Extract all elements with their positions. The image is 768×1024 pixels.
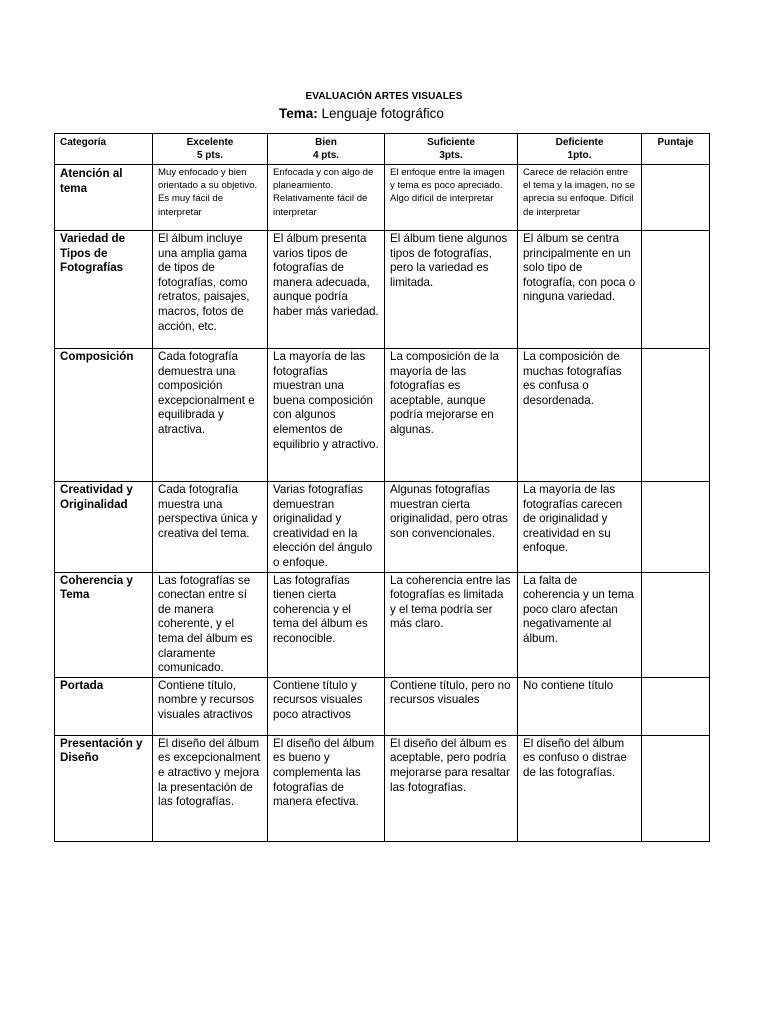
cell-bien: Contiene título y recursos visuales poco atractivos: [268, 677, 385, 735]
header-deficiente: Deficiente 1pto.: [518, 134, 642, 165]
row-category: Portada: [55, 677, 153, 735]
cell-suficiente: El diseño del álbum es aceptable, pero podría mejorarse para resaltar las fotografías.: [385, 735, 518, 841]
document-subtitle: [279, 106, 444, 121]
cell-bien: Las fotografías tienen cierta coherencia y el tema del álbum es reconocible.: [268, 572, 385, 677]
table-row: [55, 572, 710, 677]
header-categoria: Categoría: [55, 134, 153, 165]
cell-puntaje[interactable]: [642, 572, 710, 677]
header-excelente: Excelente 5 pts.: [153, 134, 268, 165]
table-row: [55, 165, 710, 231]
cell-bien: Enfocada y con algo de planeamiento. Relativamente fácil de interpretar: [268, 165, 385, 231]
row-category: Creatividad y Originalidad: [55, 482, 153, 573]
document-title: EVALUACIÓN ARTES VISUALES: [305, 91, 463, 102]
cell-suficiente: Algunas fotografías muestran cierta originalidad, pero otras son convencionales.: [385, 482, 518, 573]
cell-bien: El álbum presenta varios tipos de fotografías de manera adecuada, aunque podría haber más variedad.: [268, 231, 385, 349]
cell-deficiente: El diseño del álbum es confuso o distrae de las fotografías.: [518, 735, 642, 841]
cell-excelente: Las fotografías se conectan entre sí de manera coherente, y el tema del álbum es claramente comunicado.: [153, 572, 268, 677]
cell-suficiente: El álbum tiene algunos tipos de fotografías, pero la variedad es limitada.: [385, 231, 518, 349]
table-row: [55, 231, 710, 349]
header-suficiente: Suficiente 3pts.: [385, 134, 518, 165]
cell-suficiente: La composición de la mayoría de las fotografías es aceptable, aunque podría mejorarse en algunas.: [385, 349, 518, 482]
row-category: Atención al tema: [55, 165, 153, 231]
header-bien: Bien 4 pts.: [268, 134, 385, 165]
cell-excelente: Contiene título, nombre y recursos visuales atractivos: [153, 677, 268, 735]
cell-suficiente: Contiene título, pero no recursos visuales: [385, 677, 518, 735]
cell-suficiente: La coherencia entre las fotografías es limitada y el tema podría ser más claro.: [385, 572, 518, 677]
row-category: Presentación y Diseño: [55, 735, 153, 841]
cell-deficiente: La mayoría de las fotografías carecen de originalidad y creatividad en su enfoque.: [518, 482, 642, 573]
cell-bien: La mayoría de las fotografías muestran una buena composición con algunos elementos de equilibrio y atractivo.: [268, 349, 385, 482]
cell-excelente: El álbum incluye una amplia gama de tipos de fotografías, como retratos, paisajes, macros, fotos de acción, etc.: [153, 231, 268, 349]
cell-deficiente: La falta de coherencia y un tema poco claro afectan negativamente al álbum.: [518, 572, 642, 677]
cell-puntaje[interactable]: [642, 735, 710, 841]
cell-excelente: Cada fotografía muestra una perspectiva única y creativa del tema.: [153, 482, 268, 573]
cell-suficiente: El enfoque entre la imagen y tema es poco apreciado. Algo difícil de interpretar: [385, 165, 518, 231]
cell-deficiente: El álbum se centra principalmente en un solo tipo de fotografía, con poca o ninguna variedad.: [518, 231, 642, 349]
cell-deficiente: La composición de muchas fotografías es confusa o desordenada.: [518, 349, 642, 482]
table-row: [55, 735, 710, 841]
subtitle-value: Lenguaje fotográfico: [317, 106, 444, 121]
header-row: [55, 134, 710, 165]
cell-puntaje[interactable]: [642, 677, 710, 735]
cell-deficiente: Carece de relación entre el tema y la imagen, no se aprecia su enfoque. Difícil de interpretar: [518, 165, 642, 231]
rubric-table: [54, 133, 710, 842]
cell-bien: Varias fotografías demuestran originalidad y creatividad en la elección del ángulo o enfoque.: [268, 482, 385, 573]
cell-puntaje[interactable]: [642, 231, 710, 349]
header-puntaje: Puntaje: [642, 134, 710, 165]
table-row: [55, 677, 710, 735]
row-category: Composición: [55, 349, 153, 482]
cell-excelente: Cada fotografía demuestra una composición excepcionalment e equilibrada y atractiva.: [153, 349, 268, 482]
cell-excelente: Muy enfocado y bien orientado a su objetivo. Es muy fácil de interpretar: [153, 165, 268, 231]
cell-puntaje[interactable]: [642, 482, 710, 573]
subtitle-label: Tema:: [279, 106, 318, 121]
cell-bien: El diseño del álbum es bueno y complementa las fotografías de manera efectiva.: [268, 735, 385, 841]
cell-puntaje[interactable]: [642, 165, 710, 231]
cell-excelente: El diseño del álbum es excepcionalment e atractivo y mejora la presentación de las fotografías.: [153, 735, 268, 841]
row-category: Coherencia y Tema: [55, 572, 153, 677]
table-row: [55, 349, 710, 482]
row-category: Variedad de Tipos de Fotografías: [55, 231, 153, 349]
table-row: [55, 482, 710, 573]
cell-puntaje[interactable]: [642, 349, 710, 482]
cell-deficiente: No contiene título: [518, 677, 642, 735]
